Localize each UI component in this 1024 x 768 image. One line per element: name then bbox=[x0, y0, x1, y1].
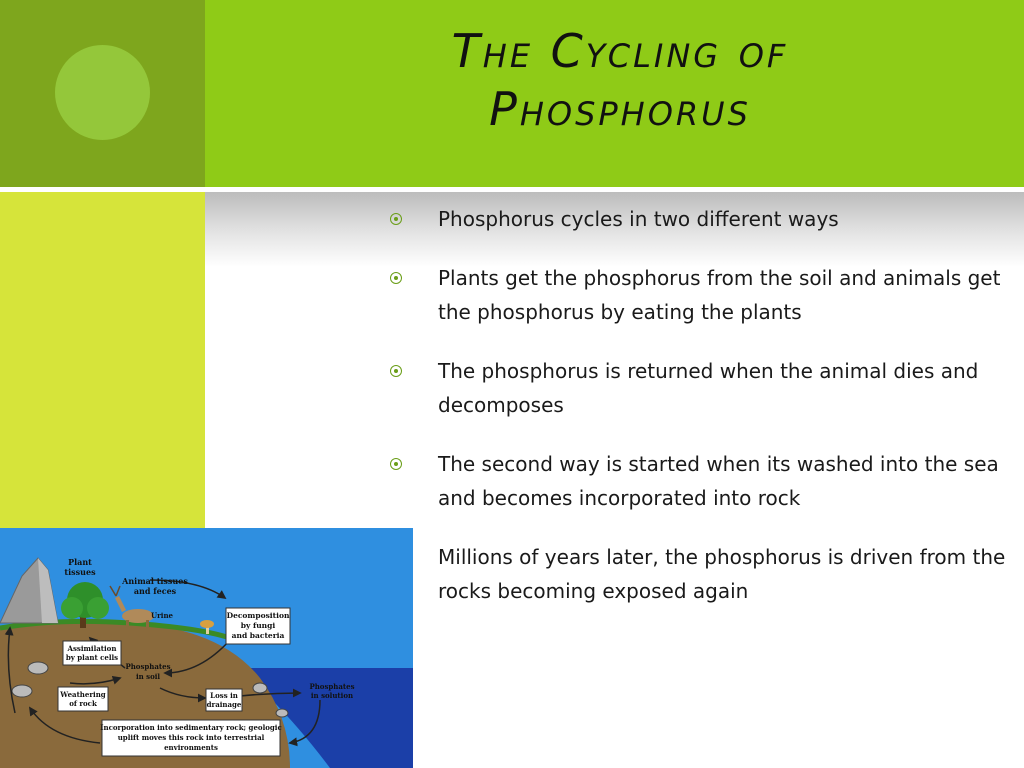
bullet-text: The second way is started when its washed into the sea and becomes incorporated into rock bbox=[438, 452, 999, 510]
phosphorus-cycle-diagram bbox=[0, 528, 413, 768]
decorative-circle bbox=[55, 45, 150, 140]
bullet-item bbox=[388, 354, 1018, 422]
rock-icon bbox=[28, 662, 48, 674]
label-incorporation: environments bbox=[164, 743, 218, 752]
bullet-list bbox=[388, 202, 1018, 633]
label-phosphates-solution: Phosphates bbox=[309, 682, 355, 691]
radio-bullet-icon bbox=[390, 272, 402, 284]
label-urine: Urine bbox=[151, 611, 173, 620]
label-animal: and feces bbox=[133, 586, 177, 596]
label-decomposition: by fungi bbox=[240, 621, 276, 630]
label-decomposition: Decomposition bbox=[226, 611, 290, 620]
rock-icon bbox=[12, 685, 32, 697]
label-animal: Animal tissues bbox=[122, 576, 188, 586]
rock-icon bbox=[253, 683, 267, 693]
label-plant-tissues: Plant bbox=[68, 557, 92, 567]
label-loss: Loss in bbox=[210, 691, 238, 700]
bullet-text: Millions of years later, the phosphorus is driven from the rocks becoming exposed again bbox=[438, 545, 1006, 603]
slide-title-line2: Phosphorus bbox=[489, 82, 751, 136]
label-decomposition: and bacteria bbox=[231, 631, 285, 640]
label-incorporation: uplift moves this rock into terrestrial bbox=[117, 733, 265, 742]
rock-icon bbox=[276, 709, 288, 717]
label-weathering: of rock bbox=[69, 699, 97, 708]
bullet-item bbox=[388, 261, 1018, 329]
bullet-item bbox=[388, 540, 1018, 608]
slide-title-line1: The Cycling of bbox=[451, 24, 789, 78]
bullet-text: Plants get the phosphorus from the soil and animals get the phosphorus by eating the plants bbox=[438, 266, 1001, 324]
bullet-text: Phosphorus cycles in two different ways bbox=[438, 207, 839, 231]
label-loss: drainage bbox=[206, 700, 242, 709]
label-plant-tissues: tissues bbox=[64, 567, 96, 577]
bullet-text: The phosphorus is returned when the animal dies and decomposes bbox=[438, 359, 979, 417]
bullet-item bbox=[388, 202, 1018, 236]
radio-bullet-icon bbox=[390, 365, 402, 377]
radio-bullet-icon bbox=[390, 458, 402, 470]
radio-bullet-icon bbox=[390, 213, 402, 225]
label-weathering: Weathering bbox=[60, 690, 106, 699]
label-assimilation: Assimilation bbox=[67, 644, 117, 653]
label-phosphates-soil: in soil bbox=[135, 672, 161, 681]
bullet-item bbox=[388, 447, 1018, 515]
label-phosphates-soil: Phosphates bbox=[125, 662, 171, 671]
label-assimilation: by plant cells bbox=[65, 653, 119, 662]
label-incorporation: Incorporation into sedimentary rock; geologic bbox=[100, 723, 282, 732]
label-phosphates-solution: in solution bbox=[310, 691, 354, 700]
slide-title bbox=[330, 22, 910, 138]
